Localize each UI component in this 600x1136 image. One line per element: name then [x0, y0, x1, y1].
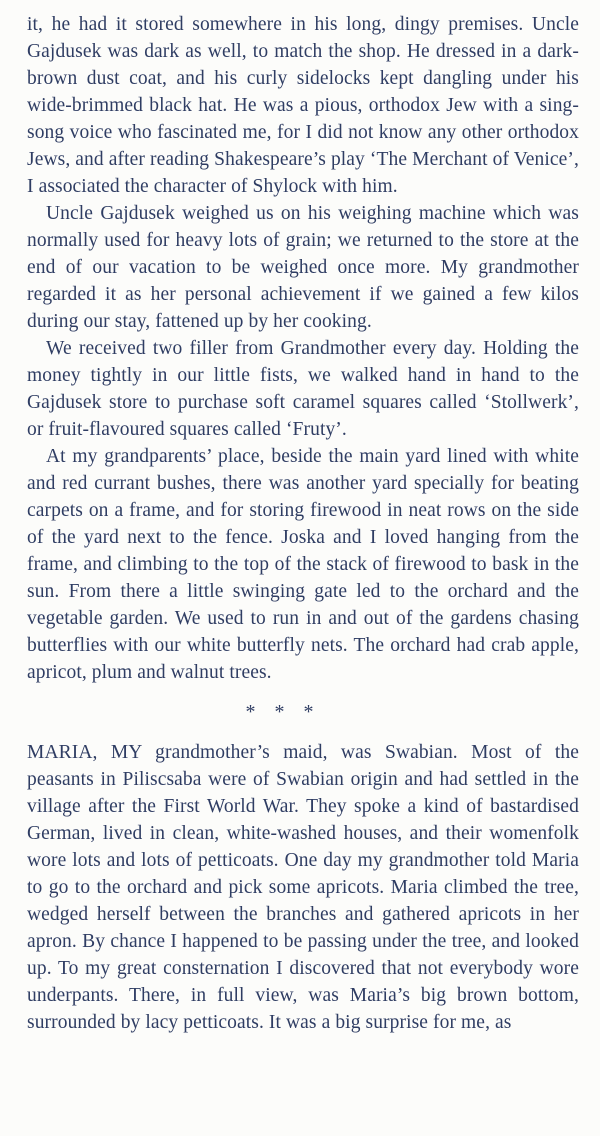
- paragraph-grandparents-yard: At my grandparents’ place, beside the main yard lined with white and red currant bushes, there was another yard specially for beating carpets on a frame, and for storing firewood in neat rows on the side of the yard next to the fence. Joska and I loved hanging from the frame, and climbing to the top of the stack of firewood to bask in the sun. From there a little swinging gate led to the orchard and the vegetable garden. We used to run in and out of the gardens chasing butterflies with our white butterfly nets. The orchard had crab apple, apricot, plum and walnut trees.: [27, 446, 579, 683]
- paragraph-two-filler: We received two filler from Grandmother every day. Holding the money tightly in our little fists, we walked hand in hand to the Gajdusek store to purchase soft caramel squares called ‘Stollwerk’, or fruit-flavoured squares called ‘Fruty’.: [27, 338, 579, 440]
- paragraph-continuation: it, he had it stored somewhere in his long, dingy premises. Uncle Gajdusek was dark as well, to match the shop. He dressed in a dark-brown dust coat, and his curly sidelocks kept dangling under his wide-brimmed black hat. He was a pious, orthodox Jew with a sing-song voice who fascinated me, for I did not know any other orthodox Jews, and after reading Shakespeare’s play ‘The Merchant of Venice’, I associated the character of Shylock with him.: [27, 14, 579, 197]
- paragraph-maria: MARIA, MY grandmother’s maid, was Swabian. Most of the peasants in Piliscsaba were of Swabian origin and had settled in the village after the First World War. They spoke a kind of bastardised German, lived in clean, white-washed houses, and their womenfolk wore lots and lots of petticoats. One day my grandmother told Maria to go to the orchard and pick some apricots. Maria climbed the tree, wedged herself between the branches and gathered apricots in her apron. By chance I happened to be passing under the tree, and looked up. To my great consternation I discovered that not everybody wore underpants. There, in full view, was Maria’s big brown bottom, surrounded by lacy petticoats. It was a big surprise for me, as: [27, 742, 579, 1033]
- paragraph-weighing-machine: Uncle Gajdusek weighed us on his weighing machine which was normally used for heavy lots of grain; we returned to the store at the end of our vacation to be weighed once more. My grandmother regarded it as her personal achievement if we gained a few kilos during our stay, fattened up by her cooking.: [27, 203, 579, 332]
- section-break-asterisks: * * *: [245, 701, 321, 723]
